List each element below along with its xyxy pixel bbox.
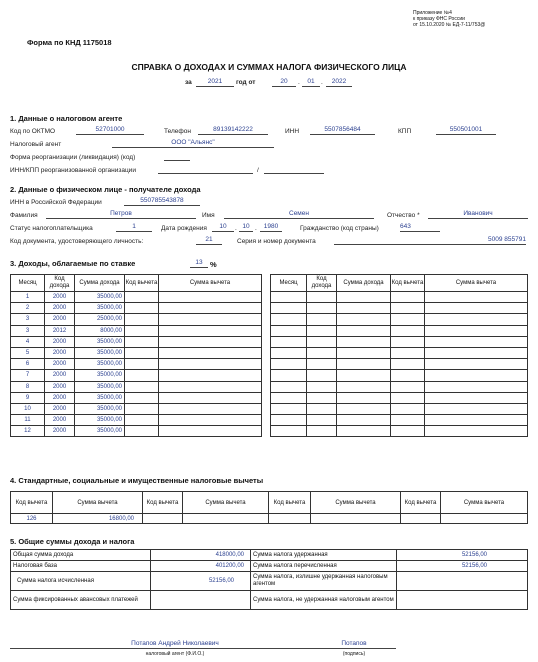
- dob-day: 10: [212, 223, 234, 232]
- income-row: [271, 426, 528, 437]
- deduction-code-cell: [391, 381, 425, 392]
- income-sum-cell: [337, 370, 391, 381]
- month-cell: 10: [11, 403, 45, 414]
- income-sum-cell: 35000,00: [75, 392, 125, 403]
- doc-code-label: Код документа, удостоверяющего личность:: [10, 238, 144, 245]
- income-row: [11, 403, 262, 414]
- income-code-cell: [307, 403, 337, 414]
- income-code-cell: [307, 347, 337, 358]
- section4-title: 4. Стандартные, социальные и имущественные налоговые вычеты: [10, 476, 264, 485]
- income-sum-cell: 35000,00: [75, 403, 125, 414]
- dot: .: [321, 79, 323, 86]
- name-label: Имя: [202, 212, 215, 219]
- patronymic-value: Иванович: [428, 210, 528, 219]
- income-sum-cell: 35000,00: [75, 381, 125, 392]
- period-line: [0, 78, 538, 90]
- income-row: [271, 325, 528, 336]
- income-code-cell: 2000: [45, 392, 75, 403]
- fixed-advance-label: Сумма фиксированных авансовых платежей: [11, 591, 151, 610]
- date-day: 20: [272, 78, 296, 87]
- income-sum-cell: 35000,00: [75, 426, 125, 437]
- income-sum-cell: [337, 325, 391, 336]
- month-cell: 6: [11, 359, 45, 370]
- income-row: [271, 292, 528, 303]
- deduction-sum-cell: [183, 514, 269, 524]
- deduction-sum-cell: [425, 415, 528, 426]
- income-code-cell: [307, 314, 337, 325]
- deduction-code-cell: [125, 392, 159, 403]
- appendix-line: к приказу ФНС России: [413, 16, 465, 22]
- dot: .: [298, 79, 300, 86]
- document-title: СПРАВКА О ДОХОДАХ И СУММАХ НАЛОГА ФИЗИЧЕСКОГО ЛИЦА: [131, 62, 407, 72]
- income-row: [271, 347, 528, 358]
- agent-caption: налоговый агент (Ф.И.О.): [145, 651, 205, 657]
- col-deduction-code: Код вычета: [401, 492, 441, 514]
- deduction-code-cell: [125, 303, 159, 314]
- income-code-cell: [307, 381, 337, 392]
- signature-value: Потапов: [312, 640, 396, 649]
- reorg-form-label: Форма реорганизации (ликвидация) (код): [10, 154, 136, 161]
- totals-row: [11, 550, 528, 561]
- income-sum-cell: [337, 381, 391, 392]
- deduction-code-cell: [125, 381, 159, 392]
- fixed-advance-value: [151, 591, 251, 610]
- form-code: Форма по КНД 1175018: [27, 38, 112, 47]
- income-table-right: [270, 274, 528, 437]
- income-row: [11, 336, 262, 347]
- deduction-code-cell: 126: [11, 514, 53, 524]
- income-sum-cell: [337, 336, 391, 347]
- income-sum-cell: 35000,00: [75, 303, 125, 314]
- deduction-code-cell: [391, 314, 425, 325]
- col-deduction-sum: Сумма вычета: [441, 492, 528, 514]
- tax-base-label: Налоговая база: [11, 561, 151, 572]
- deduction-code-cell: [125, 314, 159, 325]
- income-code-cell: 2000: [45, 370, 75, 381]
- month-cell: [271, 392, 307, 403]
- totals-row: [11, 591, 528, 610]
- income-code-cell: 2000: [45, 403, 75, 414]
- deduction-sum-cell: [159, 403, 262, 414]
- deduction-sum-cell: [425, 292, 528, 303]
- deduction-sum-cell: [159, 392, 262, 403]
- dot: .: [235, 225, 237, 232]
- doc-series-value: 5009 855791: [334, 236, 526, 245]
- dot: .: [255, 225, 257, 232]
- income-row: [271, 415, 528, 426]
- deduction-code-cell: [401, 514, 441, 524]
- col-income-code: Код дохода: [45, 275, 75, 292]
- income-sum-cell: [337, 415, 391, 426]
- income-sum-cell: [337, 347, 391, 358]
- income-code-cell: 2000: [45, 292, 75, 303]
- deduction-code-cell: [391, 426, 425, 437]
- deduction-sum-cell: [159, 347, 262, 358]
- income-code-cell: [307, 359, 337, 370]
- deduction-code-cell: [391, 336, 425, 347]
- deduction-sum-cell: [159, 314, 262, 325]
- agent-inn-label: ИНН: [285, 128, 300, 135]
- citizenship-label: Гражданство (код страны): [300, 225, 379, 232]
- month-cell: [271, 314, 307, 325]
- month-cell: 4: [11, 336, 45, 347]
- deduction-sum-cell: [425, 403, 528, 414]
- col-deduction-sum: Сумма вычета: [159, 275, 262, 292]
- patronymic-label: Отчество *: [387, 212, 420, 219]
- income-row: [11, 381, 262, 392]
- col-deduction-sum: Сумма вычета: [183, 492, 269, 514]
- income-code-cell: 2000: [45, 381, 75, 392]
- surname-value: Петров: [46, 210, 196, 219]
- deduction-code-cell: [143, 514, 183, 524]
- reorg-form-value: [164, 152, 190, 161]
- tax-not-withheld-value: [397, 591, 528, 610]
- income-table-header: [11, 275, 262, 292]
- col-deduction-code: Код вычета: [269, 492, 311, 514]
- income-code-cell: 2000: [45, 336, 75, 347]
- deduction-code-cell: [125, 370, 159, 381]
- month-cell: [271, 336, 307, 347]
- deduction-code-cell: [125, 426, 159, 437]
- deduction-sum-cell: [159, 359, 262, 370]
- deduction-code-cell: [125, 403, 159, 414]
- income-table-header: [271, 275, 528, 292]
- percent-sign: %: [210, 260, 217, 269]
- col-income-sum: Сумма дохода: [75, 275, 125, 292]
- section5-title: 5. Общие суммы дохода и налога: [10, 537, 135, 546]
- tax-calc-value: 52156,00: [151, 572, 251, 591]
- tax-excess-label: Сумма налога, излишне удержанная налоговым агентом: [251, 572, 397, 591]
- col-deduction-code: Код вычета: [11, 492, 53, 514]
- agent-value: ООО "Альянс": [112, 139, 274, 148]
- income-code-cell: 2000: [45, 314, 75, 325]
- deduction-code-cell: [125, 292, 159, 303]
- income-sum-cell: 8000,00: [75, 325, 125, 336]
- income-row: [271, 359, 528, 370]
- deduction-sum-cell: [159, 325, 262, 336]
- income-sum-cell: 35000,00: [75, 415, 125, 426]
- deduction-sum-cell: [441, 514, 528, 524]
- month-cell: 3: [11, 314, 45, 325]
- doc-series-label: Серия и номер документа: [237, 238, 316, 245]
- income-row: [271, 336, 528, 347]
- deduction-sum-cell: [425, 325, 528, 336]
- income-row: [271, 303, 528, 314]
- date-year: 2022: [326, 78, 352, 87]
- deduction-code-cell: [391, 370, 425, 381]
- income-sum-cell: 35000,00: [75, 359, 125, 370]
- citizenship-value: 643: [400, 223, 440, 232]
- col-deduction-code: Код вычета: [391, 275, 425, 292]
- month-cell: 5: [11, 347, 45, 358]
- totals-row: [11, 561, 528, 572]
- income-table-left: [10, 274, 262, 437]
- appendix-line: Приложение №4: [413, 10, 452, 16]
- income-sum-cell: 35000,00: [75, 347, 125, 358]
- status-value: 1: [116, 223, 152, 232]
- deduction-sum-cell: [425, 314, 528, 325]
- deduction-sum-cell: [425, 370, 528, 381]
- col-deduction-code: Код вычета: [143, 492, 183, 514]
- slash: /: [257, 167, 259, 174]
- income-row: [271, 381, 528, 392]
- deduction-code-cell: [391, 303, 425, 314]
- income-sum-cell: 25000,00: [75, 314, 125, 325]
- dob-month: 10: [239, 223, 253, 232]
- income-sum-cell: [337, 392, 391, 403]
- month-cell: [271, 359, 307, 370]
- oktmo-label: Код по ОКТМО: [10, 128, 56, 135]
- col-deduction-sum: Сумма вычета: [53, 492, 143, 514]
- deduction-sum-cell: 16800,00: [53, 514, 143, 524]
- deduction-sum-cell: [425, 336, 528, 347]
- month-cell: 8: [11, 381, 45, 392]
- tax-not-withheld-label: Сумма налога, не удержанная налоговым агентом: [251, 591, 397, 610]
- month-cell: [271, 303, 307, 314]
- signature-caption: (подпись): [342, 651, 366, 657]
- totals-table: [10, 549, 528, 610]
- deduction-code-cell: [391, 347, 425, 358]
- appendix-line: от 15.10.2020 № ЕД-7-11/753@: [413, 22, 486, 28]
- deduction-sum-cell: [159, 292, 262, 303]
- income-row: [11, 370, 262, 381]
- income-sum-cell: 35000,00: [75, 370, 125, 381]
- month-cell: 1: [11, 292, 45, 303]
- status-label: Статус налогоплательщика: [10, 225, 93, 232]
- income-code-cell: 2000: [45, 426, 75, 437]
- doc-code-value: 21: [196, 236, 222, 245]
- income-code-cell: 2012: [45, 325, 75, 336]
- income-sum-cell: [337, 403, 391, 414]
- deduction-code-cell: [269, 514, 311, 524]
- label-za: за: [185, 79, 192, 86]
- income-sum-cell: [337, 426, 391, 437]
- month-cell: 9: [11, 392, 45, 403]
- person-inn-value: 550785543878: [124, 197, 200, 206]
- month-cell: [271, 426, 307, 437]
- income-sum-cell: 35000,00: [75, 336, 125, 347]
- income-sum-cell: [337, 314, 391, 325]
- agent-label: Налоговый агент: [10, 141, 62, 148]
- income-row: [11, 426, 262, 437]
- income-code-cell: 2000: [45, 359, 75, 370]
- income-code-cell: [307, 325, 337, 336]
- deduction-code-cell: [391, 359, 425, 370]
- month-cell: [271, 325, 307, 336]
- tax-transferred-label: Сумма налога перечисленная: [251, 561, 397, 572]
- month-cell: [271, 415, 307, 426]
- totals-row: [11, 572, 528, 591]
- deduction-sum-cell: [159, 415, 262, 426]
- kpp-value: 550501001: [436, 126, 496, 135]
- month-cell: [271, 292, 307, 303]
- section2-title: 2. Данные о физическом лице - получателе дохода: [10, 185, 201, 194]
- oktmo-value: 52701000: [76, 126, 144, 135]
- tax-withheld-label: Сумма налога удержанная: [251, 550, 397, 561]
- col-income-code: Код дохода: [307, 275, 337, 292]
- month-cell: [271, 403, 307, 414]
- tax-calc-label: Сумма налога исчисленная: [11, 572, 151, 591]
- total-income-label: Общая сумма дохода: [11, 550, 151, 561]
- deduction-code-cell: [391, 415, 425, 426]
- phone-label: Телефон: [164, 128, 191, 135]
- income-row: [11, 303, 262, 314]
- income-sum-cell: [337, 303, 391, 314]
- tax-withheld-value: 52156,00: [397, 550, 528, 561]
- agent-inn-value: 5507856484: [310, 126, 375, 135]
- deductions-table: [10, 491, 528, 524]
- month-cell: 11: [11, 415, 45, 426]
- col-deduction-sum: Сумма вычета: [311, 492, 401, 514]
- income-sum-cell: [337, 359, 391, 370]
- deduction-sum-cell: [425, 426, 528, 437]
- surname-label: Фамилия: [10, 212, 38, 219]
- income-code-cell: [307, 415, 337, 426]
- month-cell: 12: [11, 426, 45, 437]
- tax-transferred-value: 52156,00: [397, 561, 528, 572]
- section3-title: 3. Доходы, облагаемые по ставке: [10, 259, 136, 268]
- income-code-cell: 2000: [45, 415, 75, 426]
- total-income-value: 418000,00: [151, 550, 251, 561]
- income-sum-cell: 35000,00: [75, 292, 125, 303]
- col-deduction-code: Код вычета: [125, 275, 159, 292]
- month-cell: 2: [11, 303, 45, 314]
- income-code-cell: [307, 370, 337, 381]
- deduction-sum-cell: [159, 303, 262, 314]
- month-cell: 7: [11, 370, 45, 381]
- deduction-sum-cell: [425, 303, 528, 314]
- kpp-label: КПП: [398, 128, 412, 135]
- month-cell: 3: [11, 325, 45, 336]
- deduction-sum-cell: [425, 381, 528, 392]
- deduction-code-cell: [125, 415, 159, 426]
- deduction-sum-cell: [425, 392, 528, 403]
- tax-base-value: 401200,00: [151, 561, 251, 572]
- month-cell: [271, 370, 307, 381]
- label-god-ot: год от: [236, 79, 256, 86]
- reorg-kpp-value: [264, 165, 324, 174]
- deduction-code-cell: [391, 325, 425, 336]
- tax-excess-value: [397, 572, 528, 591]
- income-row: [11, 292, 262, 303]
- col-month: Месяц: [271, 275, 307, 292]
- income-row: [11, 359, 262, 370]
- income-row: [271, 403, 528, 414]
- income-row: [271, 370, 528, 381]
- deduction-code-cell: [125, 347, 159, 358]
- col-income-sum: Сумма дохода: [337, 275, 391, 292]
- deduction-code-cell: [125, 325, 159, 336]
- month-cell: [271, 347, 307, 358]
- date-month: 01: [302, 78, 320, 87]
- deduction-sum-cell: [311, 514, 401, 524]
- deduction-code-cell: [125, 359, 159, 370]
- col-deduction-sum: Сумма вычета: [425, 275, 528, 292]
- income-code-cell: [307, 336, 337, 347]
- income-row: [11, 347, 262, 358]
- deductions-header: [11, 492, 528, 514]
- deduction-code-cell: [391, 292, 425, 303]
- month-cell: [271, 381, 307, 392]
- income-sum-cell: [337, 292, 391, 303]
- deduction-sum-cell: [159, 426, 262, 437]
- tax-rate: 13: [190, 259, 208, 268]
- income-code-cell: [307, 392, 337, 403]
- name-value: Семен: [224, 210, 374, 219]
- dob-label: Дата рождения: [161, 225, 207, 232]
- col-month: Месяц: [11, 275, 45, 292]
- income-row: [11, 314, 262, 325]
- report-year: 2021: [196, 78, 234, 87]
- income-code-cell: 2000: [45, 347, 75, 358]
- deduction-sum-cell: [425, 347, 528, 358]
- income-row: [11, 392, 262, 403]
- dob-year: 1980: [260, 223, 282, 232]
- section1-title: 1. Данные о налоговом агенте: [10, 114, 123, 123]
- deduction-code-cell: [391, 403, 425, 414]
- deductions-row: [11, 514, 528, 524]
- deduction-sum-cell: [159, 336, 262, 347]
- deduction-code-cell: [391, 392, 425, 403]
- income-row: [11, 325, 262, 336]
- reorg-inn-value: [158, 165, 253, 174]
- deduction-code-cell: [125, 336, 159, 347]
- income-code-cell: [307, 292, 337, 303]
- income-row: [11, 415, 262, 426]
- deduction-sum-cell: [425, 359, 528, 370]
- agent-name: Потапов Андрей Николаевич: [10, 640, 340, 649]
- deduction-sum-cell: [159, 381, 262, 392]
- income-row: [271, 392, 528, 403]
- reorg-innkpp-label: ИНН/КПП реорганизованной организации: [10, 167, 136, 174]
- phone-value: 89139142222: [198, 126, 268, 135]
- income-code-cell: 2000: [45, 303, 75, 314]
- appendix-note: [413, 10, 485, 28]
- income-code-cell: [307, 303, 337, 314]
- income-row: [271, 314, 528, 325]
- deduction-sum-cell: [159, 370, 262, 381]
- income-code-cell: [307, 426, 337, 437]
- person-inn-label: ИНН в Российской Федерации: [10, 199, 102, 206]
